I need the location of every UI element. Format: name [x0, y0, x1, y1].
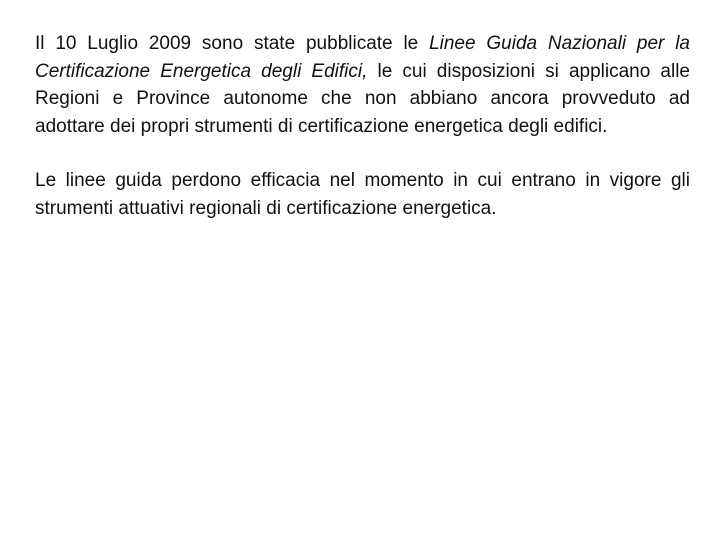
paragraph-guidelines-publication — [35, 30, 690, 140]
text-body — [35, 30, 690, 222]
paragraph-1-intro: Il 10 Luglio 2009 sono state pubblicate le — [35, 33, 430, 54]
guidelines-title: Linee Guida Nazionali per la Certificazione Energetica degli Edifici, — [35, 33, 690, 82]
paragraph-1-rest: le cui disposizioni si applicano alle Regioni e Province autonome che non abbiano ancora provveduto ad adottare dei propri strumenti di certificazione energetica degli edifici. — [35, 60, 690, 137]
paragraph-guidelines-efficacy: Le linee guida perdono efficacia nel momento in cui entrano in vigore gli strumenti attuativi regionali di certificazione energetica. — [35, 170, 690, 219]
